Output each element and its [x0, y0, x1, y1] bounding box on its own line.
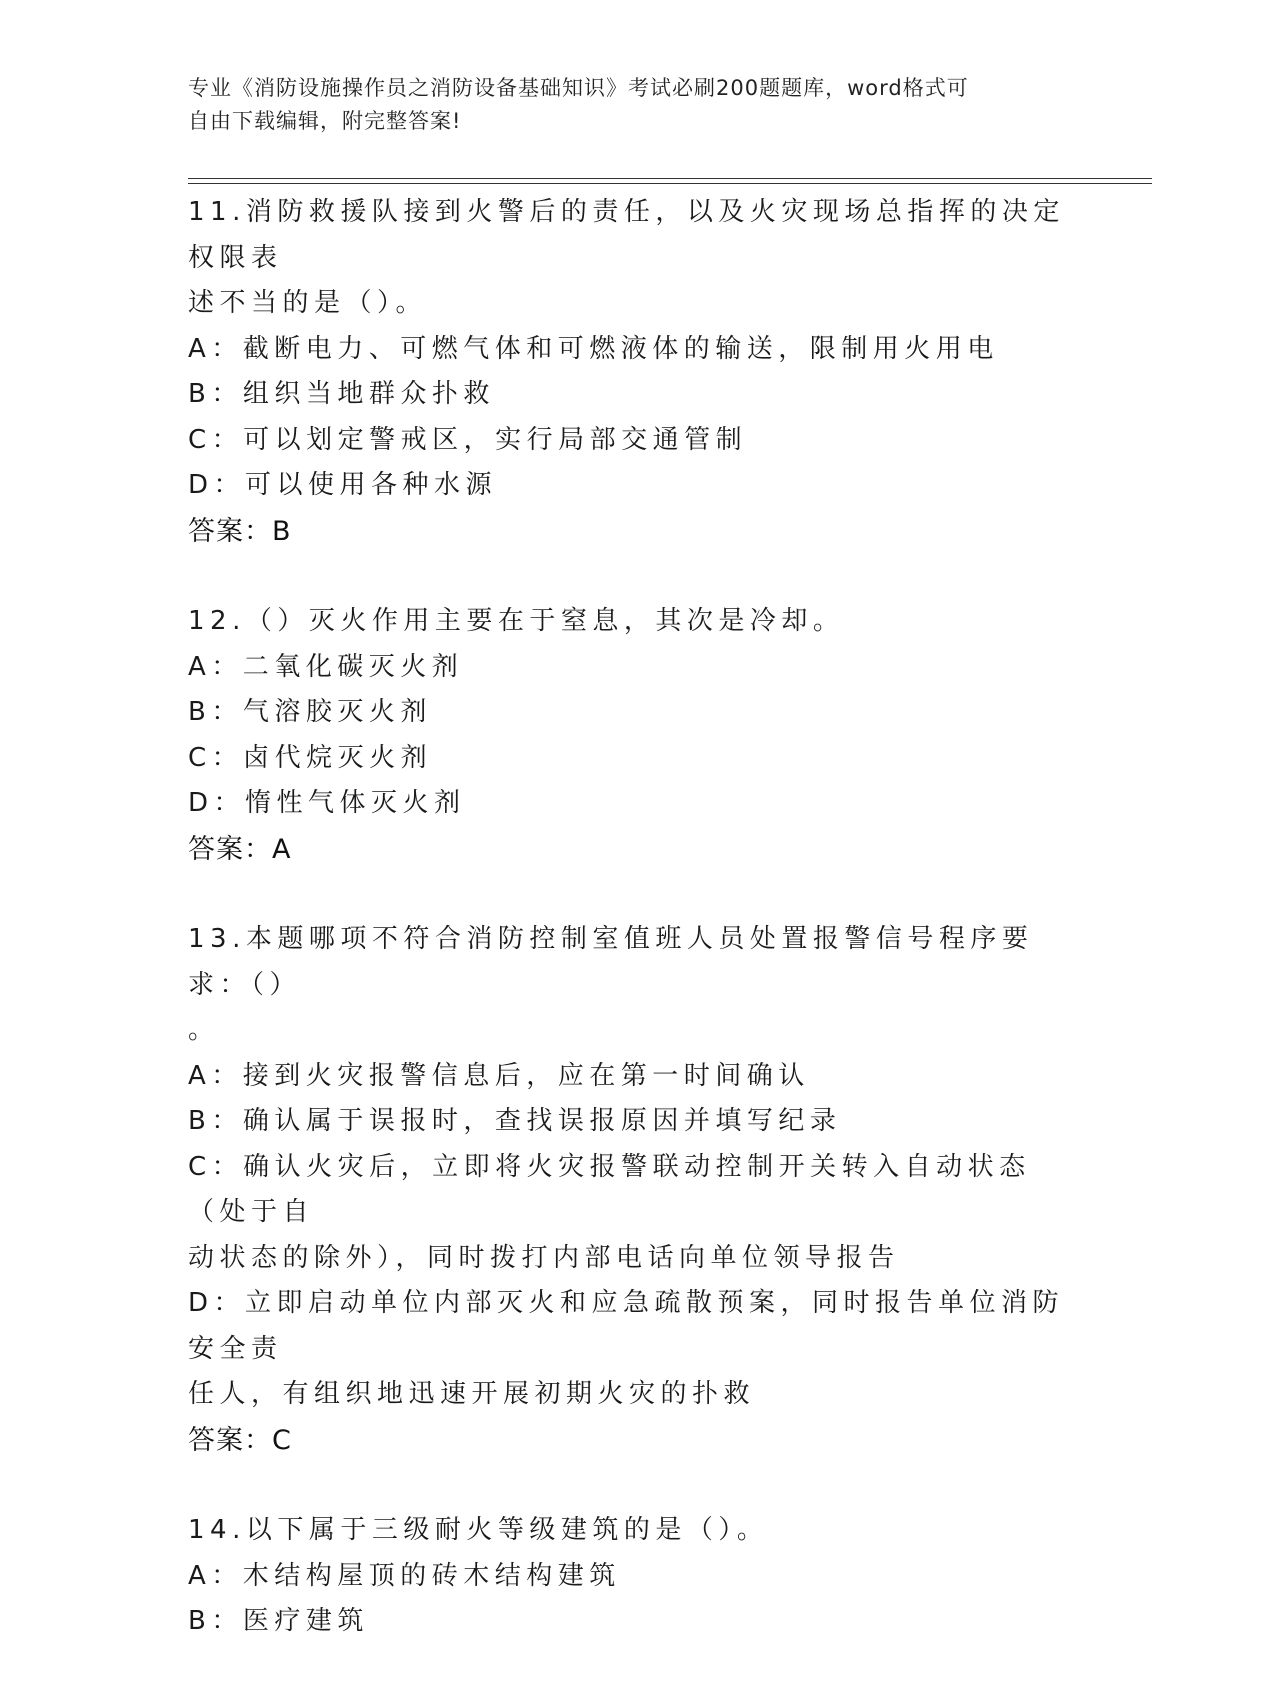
option-d: D：可以使用各种水源	[188, 470, 498, 500]
answer-label: 答案：C	[188, 1424, 292, 1456]
option-d: D：立即启动单位内部灭火和应急疏散预案，同时报告单位消防安全责	[188, 1288, 1065, 1364]
header-divider-top	[188, 178, 1152, 179]
question-11	[188, 190, 1088, 554]
question-stem: 述不当的是（）。	[188, 288, 428, 318]
question-list	[188, 190, 1088, 1690]
question-14	[188, 1508, 1088, 1645]
answer-label: 答案：B	[188, 515, 292, 547]
question-13	[188, 917, 1088, 1463]
option-a: A：二氧化碳灭火剂	[188, 651, 464, 682]
question-12	[188, 599, 1088, 872]
option-b: B：确认属于误报时，查找误报原因并填写纪录	[188, 1106, 842, 1136]
header-line-2: 自由下载编辑，附完整答案!	[188, 109, 462, 133]
answer-label: 答案：A	[188, 833, 292, 865]
question-stem: 14.以下属于三级耐火等级建筑的是（）。	[188, 1515, 769, 1545]
option-b: B：气溶胶灭火剂	[188, 697, 432, 727]
question-stem: 。	[188, 1015, 220, 1045]
option-c: C：确认火灾后，立即将火灾报警联动控制开关转入自动状态（处于自	[188, 1151, 1031, 1227]
question-stem: 13.本题哪项不符合消防控制室值班人员处置报警信号程序要求：（）	[188, 924, 1034, 1000]
option-d-continued: 任人，有组织地迅速开展初期火灾的扑救	[188, 1379, 756, 1409]
option-c-continued: 动状态的除外），同时拨打内部电话向单位领导报告	[188, 1242, 900, 1273]
header-divider-bottom	[188, 183, 1152, 184]
option-d: D：惰性气体灭火剂	[188, 788, 466, 818]
question-stem: 12.（）灭火作用主要在于窒息，其次是冷却。	[188, 606, 845, 636]
question-stem: 11.消防救援队接到火警后的责任，以及火灾现场总指挥的决定权限表	[188, 197, 1065, 273]
document-header	[188, 72, 1068, 138]
option-b: B：组织当地群众扑救	[188, 379, 495, 409]
option-c: C：卤代烷灭火剂	[188, 742, 433, 773]
header-line-1: 专业《消防设施操作员之消防设备基础知识》考试必刷200题题库，word格式可	[188, 76, 969, 100]
option-a: A：木结构屋顶的砖木结构建筑	[188, 1560, 621, 1591]
option-a: A：截断电力、可燃气体和可燃液体的输送，限制用火用电	[188, 333, 999, 364]
option-b: B：医疗建筑	[188, 1606, 369, 1636]
option-a: A：接到火灾报警信息后，应在第一时间确认	[188, 1060, 810, 1091]
option-c: C：可以划定警戒区，实行局部交通管制	[188, 424, 748, 455]
